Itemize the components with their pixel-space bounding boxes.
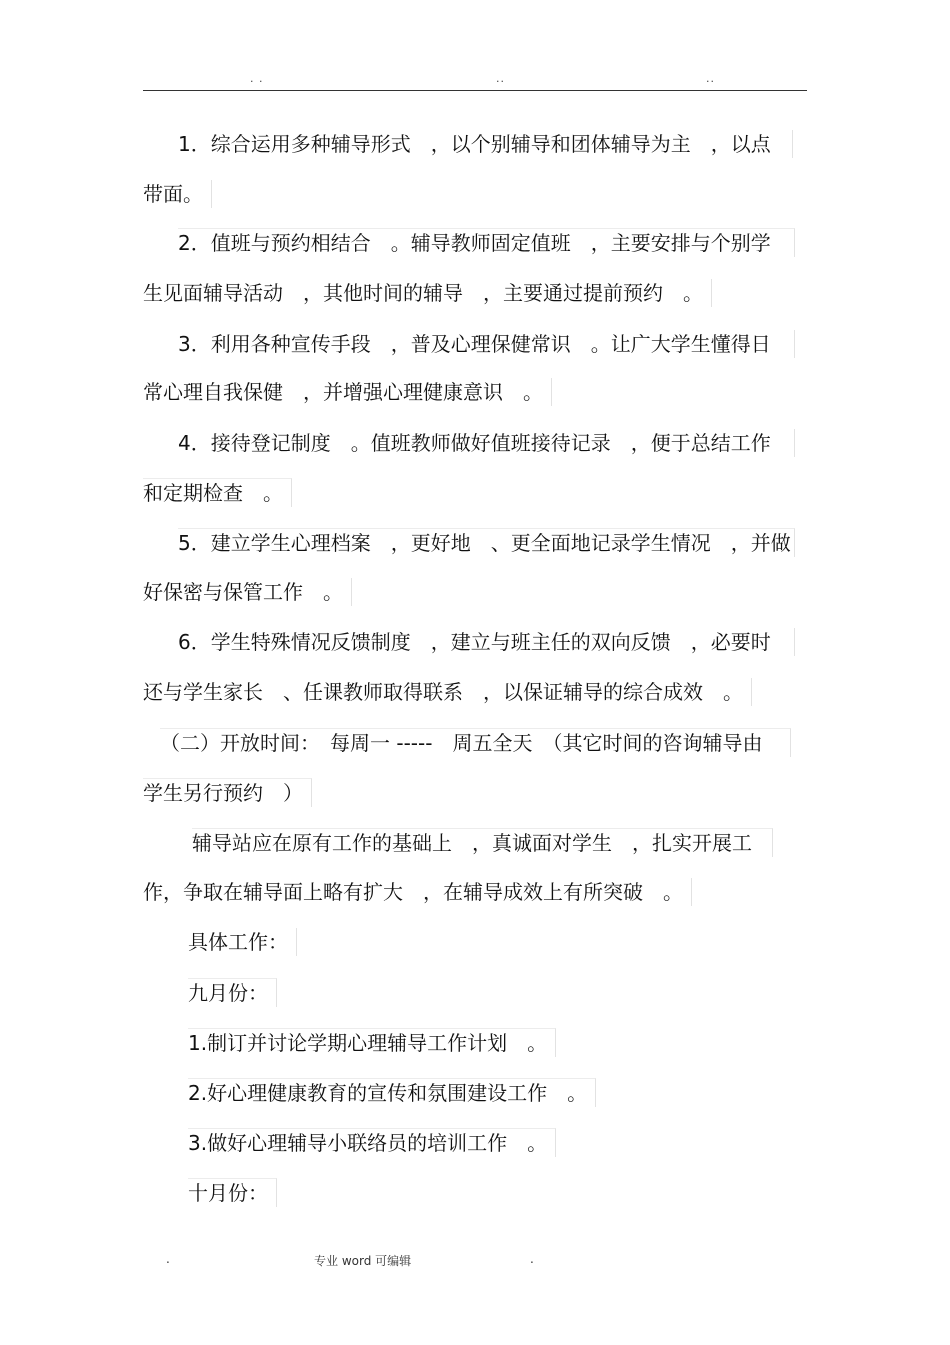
para-4-line-2: 和定期检查 。 [143, 478, 292, 507]
para-6-line-1: 6．学生特殊情况反馈制度 ，建立与班主任的双向反馈 ，必要时 [178, 628, 795, 656]
september-item-1: 1.制订并讨论学期心理辅导工作计划 。 [188, 1028, 556, 1057]
header-dots-left: . . [250, 72, 264, 85]
para-4-line-1: 4．接待登记制度 。值班教师做好值班接待记录 ，便于总结工作 [178, 429, 795, 457]
september-heading: 九月份： [188, 978, 277, 1007]
para-2-line-2: 生见面辅导活动 ，其他时间的辅导 ，主要通过提前预约 。 [143, 279, 712, 307]
footer-dot-right: . [530, 1252, 534, 1266]
header-rule [143, 90, 807, 91]
para-1-line-2: 带面。 [143, 180, 212, 208]
para-3-line-1: 3．利用各种宣传手段 ，普及心理保健常识 。让广大学生懂得日 [178, 330, 795, 358]
para-5-line-1: 5．建立学生心理档案 ，更好地 、更全面地记录学生情况 ，并做 [178, 528, 795, 557]
october-heading: 十月份： [188, 1178, 277, 1207]
para-1-line-1: 1．综合运用多种辅导形式 ，以个别辅导和团体辅导为主 ，以点 [178, 130, 793, 158]
specific-work-heading: 具体工作： [188, 928, 297, 956]
footer-text: 专业 word 可编辑 [314, 1254, 412, 1268]
summary-line-2: 作，争取在辅导面上略有扩大 ，在辅导成效上有所突破 。 [143, 878, 692, 906]
header-dots-right: .. [706, 72, 715, 85]
header-dots-middle: .. [496, 72, 505, 85]
summary-line-1: 辅导站应在原有工作的基础上 ，真诚面对学生 ，扎实开展工 [192, 828, 773, 857]
footer-dot-left: . [166, 1252, 170, 1266]
open-hours-line-2: 学生另行预约 ） [143, 778, 312, 807]
open-hours-line-1: （二）开放时间： 每周一 ----- 周五全天 （其它时间的咨询辅导由 [160, 728, 791, 757]
september-item-3: 3.做好心理辅导小联络员的培训工作 。 [188, 1128, 556, 1157]
para-6-line-2: 还与学生家长 、任课教师取得联系 ，以保证辅导的综合成效 。 [143, 678, 752, 706]
september-item-2: 2.好心理健康教育的宣传和氛围建设工作 。 [188, 1078, 596, 1107]
para-2-line-1: 2．值班与预约相结合 。辅导教师固定值班 ，主要安排与个别学 [178, 228, 795, 257]
para-3-line-2: 常心理自我保健 ，并增强心理健康意识 。 [143, 378, 552, 406]
para-5-line-2: 好保密与保管工作 。 [143, 578, 352, 606]
